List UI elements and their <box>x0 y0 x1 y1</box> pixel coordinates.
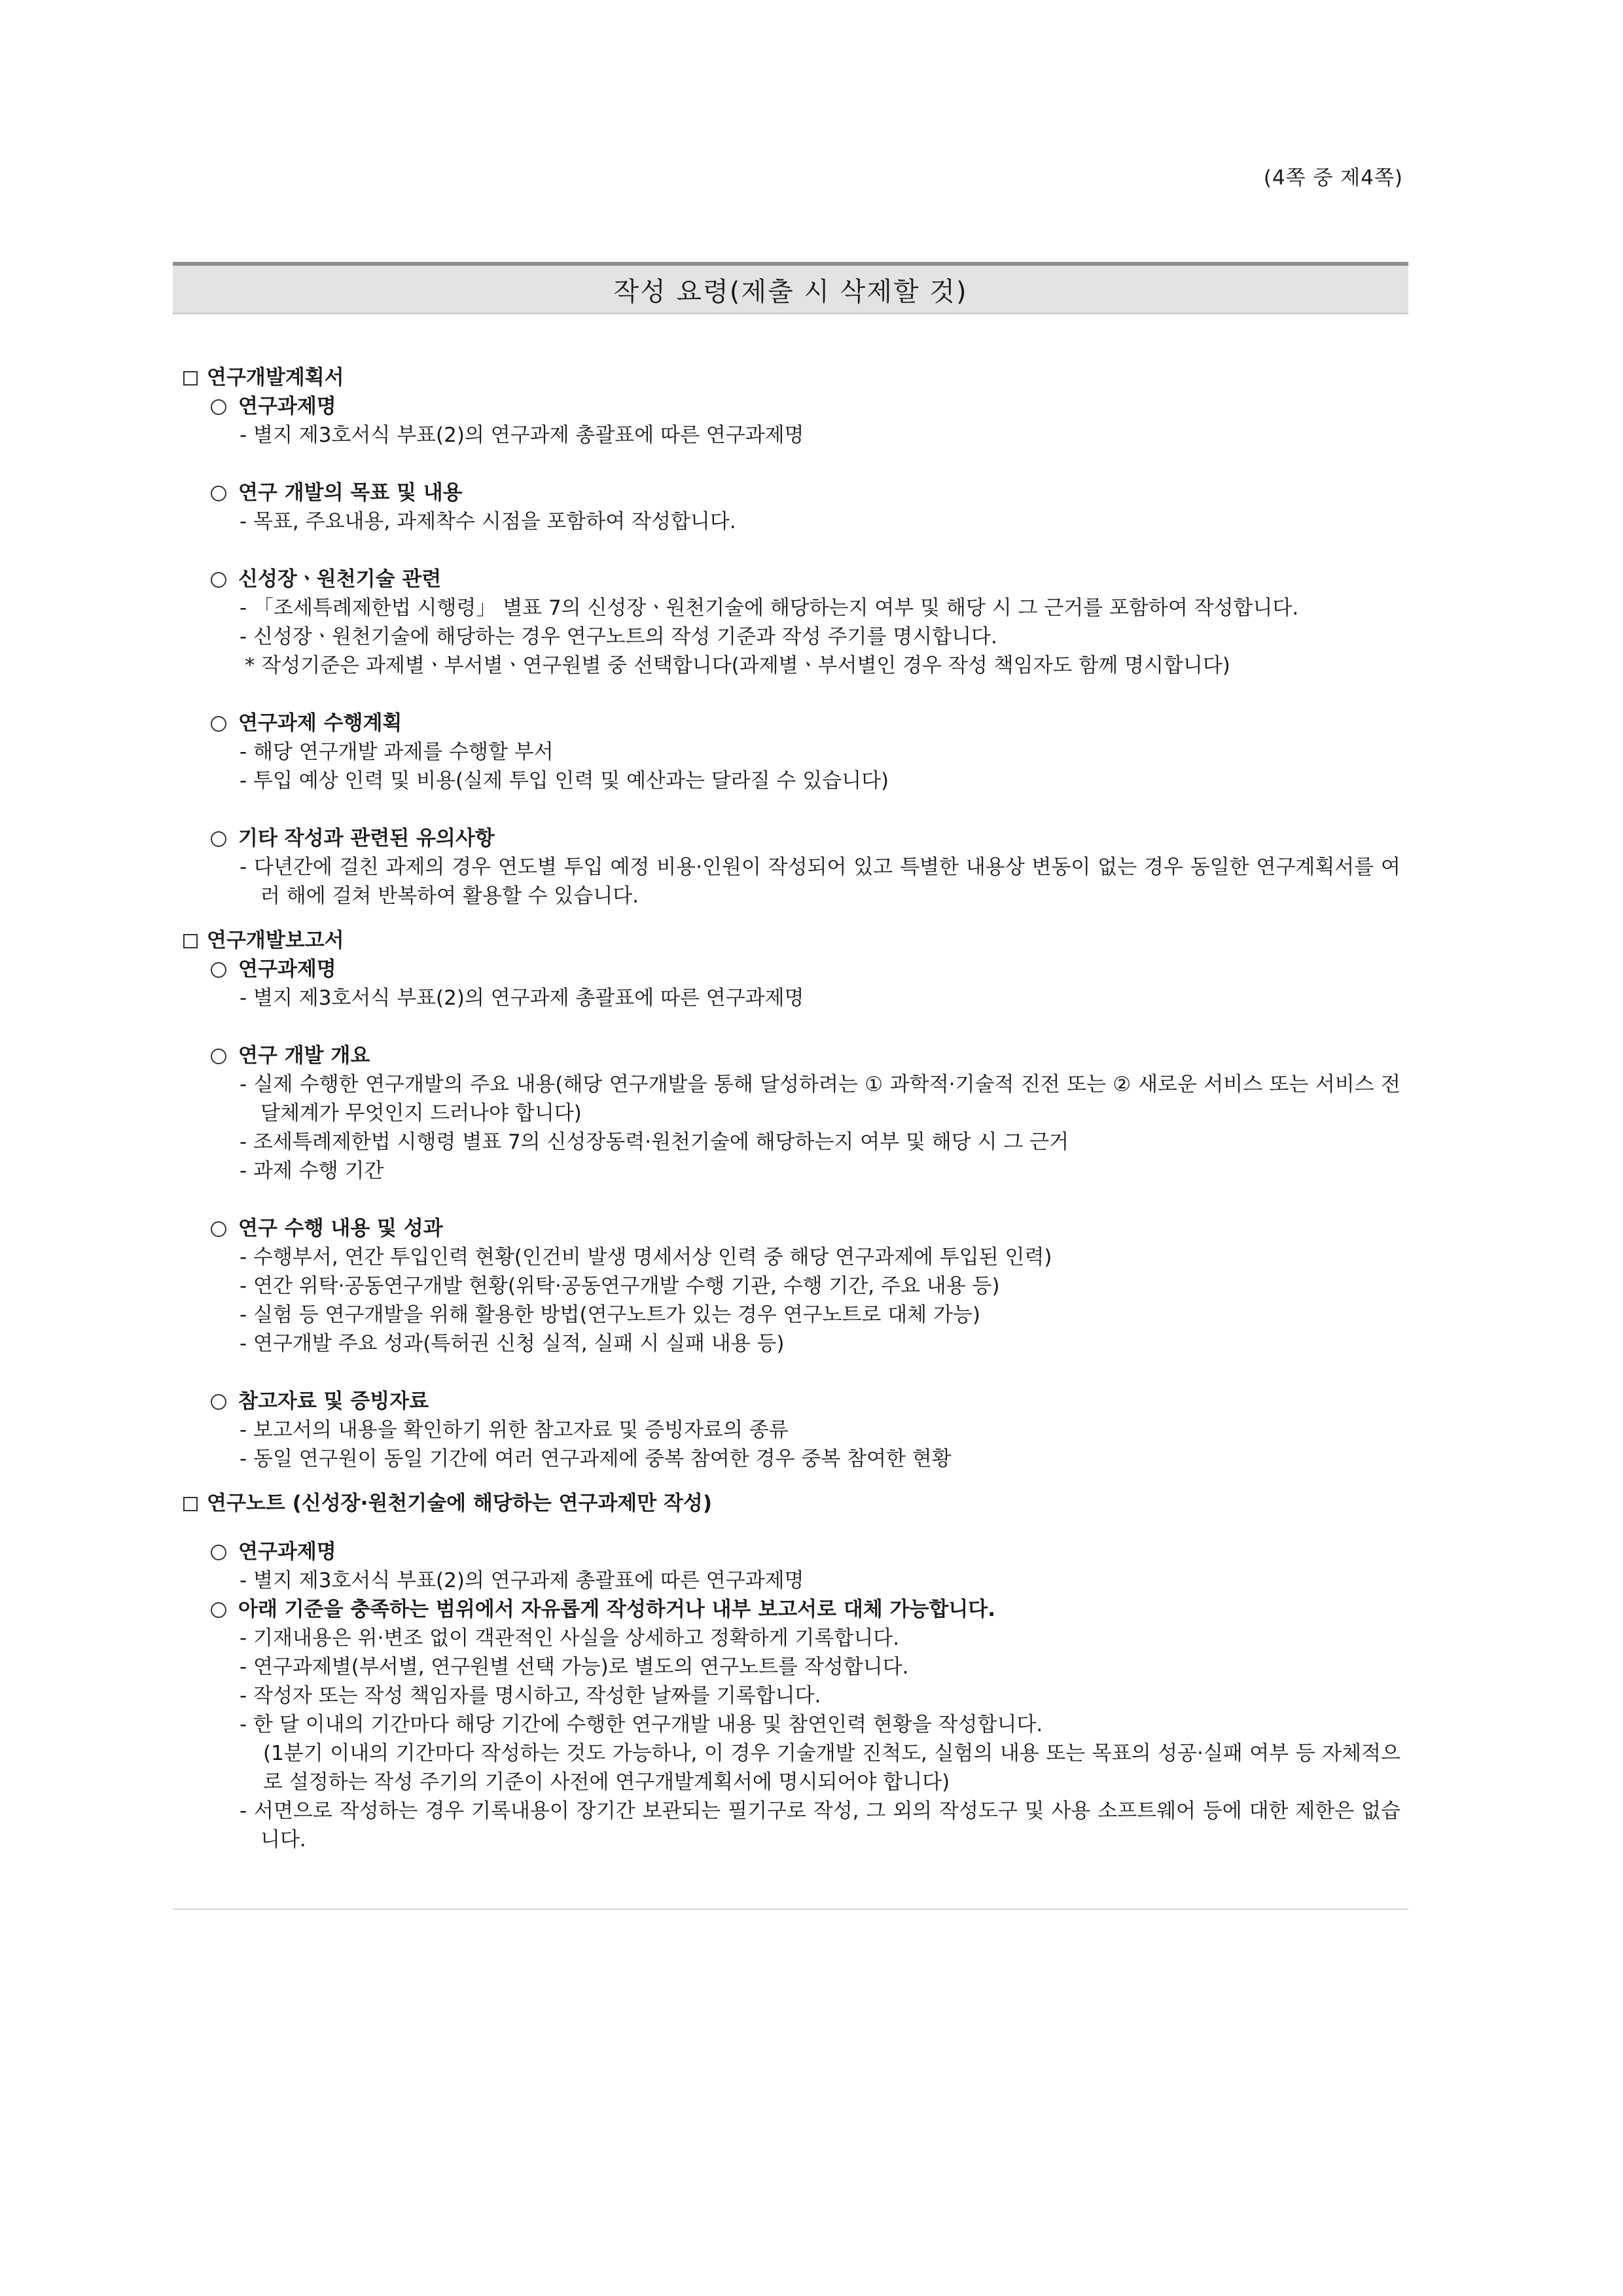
checkbox-square-icon <box>183 1497 198 1511</box>
document-body <box>183 363 1400 1854</box>
item-heading: 연구 개발의 목표 및 내용 <box>183 478 1400 507</box>
document-title: 작성 요령(제출 시 삭제할 것) <box>613 276 968 307</box>
item-line: - 목표, 주요내용, 과제착수 시점을 포함하여 작성합니다. <box>240 510 736 533</box>
item-line: - 과제 수행 기간 <box>240 1159 384 1183</box>
item-heading: 연구과제명 <box>183 392 1400 421</box>
page-counter: (4쪽 중 제4쪽) <box>1263 166 1403 190</box>
item-heading: 연구과제명 <box>183 955 1400 984</box>
item-line: - 연구개발 주요 성과(특허권 신청 실적, 실패 시 실패 내용 등) <box>240 1332 785 1355</box>
item-heading: 연구과제명 <box>183 1537 1400 1566</box>
list-item <box>183 955 1400 1013</box>
circle-bullet-icon <box>211 1221 226 1237</box>
checkbox-square-icon <box>183 934 198 948</box>
item-heading: 신성장ㆍ원천기술 관련 <box>183 565 1400 594</box>
circle-bullet-icon <box>211 962 226 978</box>
circle-bullet-icon <box>211 1602 226 1618</box>
list-item <box>183 709 1400 795</box>
checkbox-square-icon <box>183 371 198 386</box>
item-line: - 별지 제3호서식 부표(2)의 연구과제 총괄표에 따른 연구과제명 <box>240 423 804 447</box>
item-line: - 동일 연구원이 동일 기간에 여러 연구과제에 중복 참여한 경우 중복 참여한 현황 <box>240 1447 952 1471</box>
section-heading: 연구개발계획서 <box>183 363 1400 392</box>
circle-bullet-icon <box>211 831 226 847</box>
item-line: - 실제 수행한 연구개발의 주요 내용(해당 연구개발을 통해 달성하려는 ① 과학적·기술적 진전 또는 ② 새로운 서비스 또는 서비스 전달체계가 무엇인지 드러나야 합니다) <box>240 1073 1400 1125</box>
circle-bullet-icon <box>211 486 226 501</box>
circle-bullet-icon <box>211 1049 226 1064</box>
list-item <box>183 824 1400 910</box>
item-line: - 한 달 이내의 기간마다 해당 기간에 수행한 연구개발 내용 및 참연인력 현황을 작성합니다. <box>240 1713 1043 1736</box>
item-line: - 신성장ㆍ원천기술에 해당하는 경우 연구노트의 작성 기준과 작성 주기를 명시합니다. <box>240 625 997 649</box>
item-heading: 기타 작성과 관련된 유의사항 <box>183 824 1400 853</box>
item-line: - 보고서의 내용을 확인하기 위한 참고자료 및 증빙자료의 종류 <box>240 1418 789 1442</box>
circle-bullet-icon <box>211 716 226 732</box>
list-item <box>183 1537 1400 1595</box>
circle-bullet-icon <box>211 399 226 415</box>
list-item <box>183 1387 1400 1473</box>
item-line: - 기재내용은 위·변조 없이 객관적인 사실을 상세하고 정확하게 기록합니다. <box>240 1626 900 1650</box>
list-item <box>183 392 1400 450</box>
item-note: * 작성기준은 과제별ㆍ부서별ㆍ연구원별 중 선택합니다(과제별ㆍ부서별인 경우 작성 책임자도 함께 명시합니다) <box>245 654 1230 677</box>
title-banner <box>173 262 1408 314</box>
list-item <box>183 478 1400 536</box>
item-line: - 연구과제별(부서별, 연구원별 선택 가능)로 별도의 연구노트를 작성합니다. <box>240 1655 909 1679</box>
item-line: - 조세특례제한법 시행령 별표 7의 신성장동력·원천기술에 해당하는지 여부 및 해당 시 그 근거 <box>240 1130 1069 1154</box>
item-line: - 별지 제3호서식 부표(2)의 연구과제 총괄표에 따른 연구과제명 <box>240 1569 804 1592</box>
item-line: - 연간 위탁·공동연구개발 현황(위탁·공동연구개발 수행 기관, 수행 기간, 주요 내용 등) <box>240 1274 1000 1298</box>
item-line: - 작성자 또는 작성 책임자를 명시하고, 작성한 날짜를 기록합니다. <box>240 1684 821 1708</box>
item-line: - 서면으로 작성하는 경우 기록내용이 장기간 보관되는 필기구로 작성, 그 외의 작성도구 및 사용 소프트웨어 등에 대한 제한은 없습니다. <box>240 1799 1400 1852</box>
item-line: - 수행부서, 연간 투입인력 현황(인건비 발생 명세서상 인력 중 해당 연구과제에 투입된 인력) <box>240 1246 1052 1269</box>
item-heading: 아래 기준을 충족하는 범위에서 자유롭게 작성하거나 내부 보고서로 대체 가능합니다. <box>183 1595 1400 1624</box>
circle-bullet-icon <box>211 1545 226 1560</box>
item-line: - 해당 연구개발 과제를 수행할 부서 <box>240 740 554 764</box>
item-line: - 별지 제3호서식 부표(2)의 연구과제 총괄표에 따른 연구과제명 <box>240 986 804 1010</box>
item-line: - 실험 등 연구개발을 위해 활용한 방법(연구노트가 있는 경우 연구노트로 대체 가능) <box>240 1303 980 1327</box>
list-item <box>183 1214 1400 1358</box>
item-line: - 다년간에 걸친 과제의 경우 연도별 투입 예정 비용·인원이 작성되어 있고 특별한 내용상 변동이 없는 경우 동일한 연구계획서를 여러 해에 걸쳐 반복하여 활용할 수 있습니다. <box>240 855 1400 908</box>
item-paragraph: (1분기 이내의 기간마다 작성하는 것도 가능하나, 이 경우 기술개발 진척도, 실험의 내용 또는 목표의 성공·실패 여부 등 자체적으로 설정하는 작성 주기의 기준이 사전에 연구개발계획서에 명시되어야 합니다) <box>263 1742 1400 1794</box>
bottom-divider <box>173 1909 1408 1910</box>
item-heading: 연구 개발 개요 <box>183 1041 1400 1070</box>
item-line: - 「조세특례제한법 시행령」 별표 7의 신성장ㆍ원천기술에 해당하는지 여부 및 해당 시 그 근거를 포함하여 작성합니다. <box>240 596 1299 620</box>
section-heading: 연구개발보고서 <box>183 926 1400 955</box>
list-item <box>183 1595 1400 1854</box>
item-heading: 연구 수행 내용 및 성과 <box>183 1214 1400 1243</box>
section-heading: 연구노트 (신성장·원천기술에 해당하는 연구과제만 작성) <box>183 1489 1400 1518</box>
item-heading: 연구과제 수행계획 <box>183 709 1400 738</box>
circle-bullet-icon <box>211 572 226 588</box>
item-line: - 투입 예상 인력 및 비용(실제 투입 인력 및 예산과는 달라질 수 있습니다) <box>240 769 889 793</box>
list-item <box>183 1041 1400 1185</box>
item-heading: 참고자료 및 증빙자료 <box>183 1387 1400 1416</box>
circle-bullet-icon <box>211 1394 226 1410</box>
list-item <box>183 565 1400 680</box>
